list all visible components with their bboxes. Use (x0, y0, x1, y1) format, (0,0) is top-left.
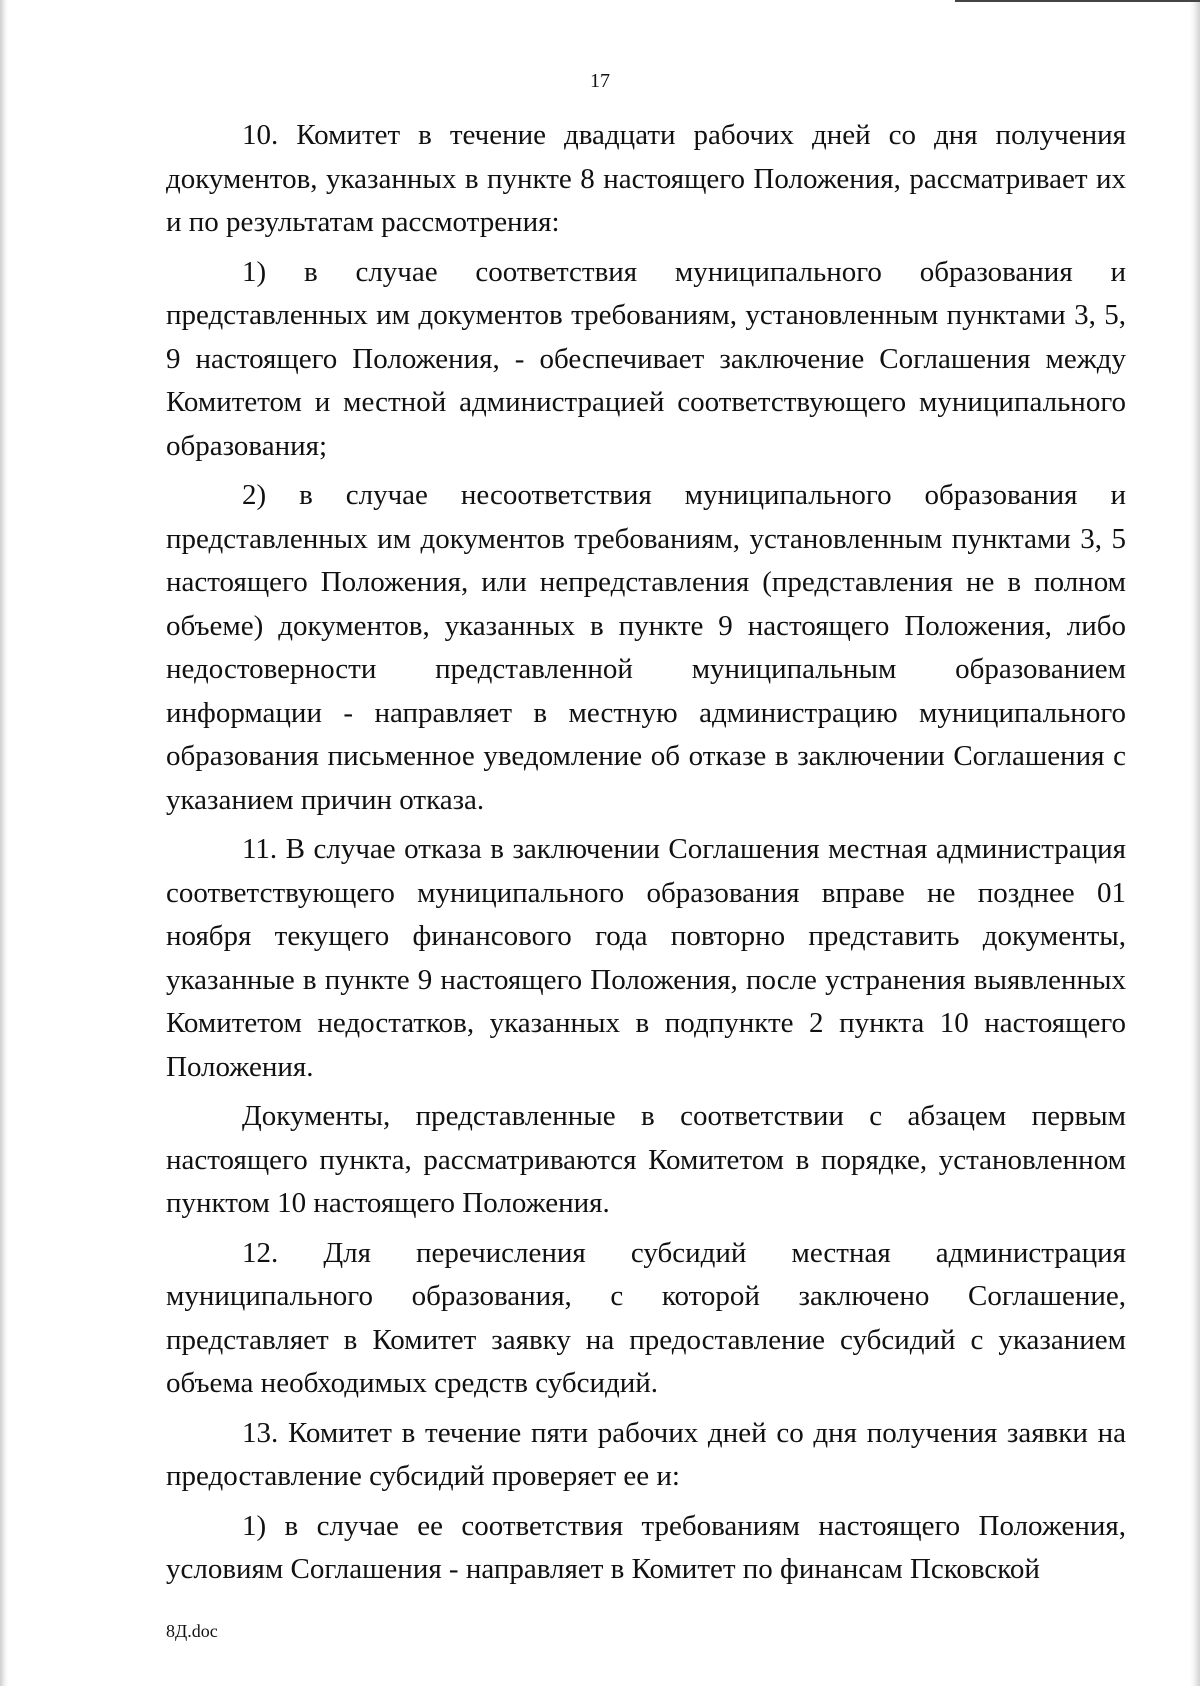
paragraph-10-item-2: 2) в случае несоответствия муниципального образования и представленных им документов требованиям, установленным пунктами 3, 5 настоящего Положения, или непредставления (представления не в полном объеме) документов, указанных в пункте 9 настоящего Положения, либо недостоверности представленной муниципальным образованием информации - направляет в местную администрацию муниципального образования письменное уведомление об отказе в заключении Соглашения с указанием причин отказа. (166, 479, 1126, 816)
footer-filename: 8Д.doc (166, 1621, 218, 1641)
paragraph-10-item-1: 1) в случае соответствия муниципального образования и представленных им документов требованиям, установленным пунктами 3, 5, 9 настоящего Положения, - обеспечивает заключение Соглашения между Комитетом и местной администрацией соответствующего муниципального образования; (166, 255, 1126, 462)
paragraph-13: 13. Комитет в течение пяти рабочих дней со дня получения заявки на предоставление субсидий проверяет ее и: (166, 1416, 1126, 1492)
paragraph-11-second: Документы, представленные в соответствии с абзацем первым настоящего пункта, рассматриваются Комитетом в порядке, установленном пунктом 10 настоящего Положения. (166, 1100, 1126, 1219)
page-number: 17 (590, 70, 610, 92)
paragraph-13-item-1: 1) в случае ее соответствия требованиям настоящего Положения, условиям Соглашения - направляет в Комитет по финансам Псковской (166, 1509, 1126, 1585)
paragraph-12: 12. Для перечисления субсидий местная администрация муниципального образования, с которой заключено Соглашение, представляет в Комитет заявку на предоставление субсидий с указанием объема необходимых средств субсидий. (166, 1236, 1126, 1399)
scan-edge-right (1190, 0, 1200, 1686)
scan-edge-left (0, 0, 8, 1686)
paragraph-10: 10. Комитет в течение двадцати рабочих дней со дня получения документов, указанных в пункте 8 настоящего Положения, рассматривает их и по результатам рассмотрения: (166, 119, 1126, 238)
paragraph-11: 11. В случае отказа в заключении Соглашения местная администрация соответствующего муниципального образования вправе не позднее 01 ноября текущего финансового года повторно представить документы, указанные в пункте 9 настоящего Положения, после устранения выявленных Комитетом недостатков, указанных в подпункте 2 пункта 10 настоящего Положения. (166, 833, 1126, 1083)
document-body (166, 114, 1126, 1598)
scan-top-line (955, 0, 1200, 2)
